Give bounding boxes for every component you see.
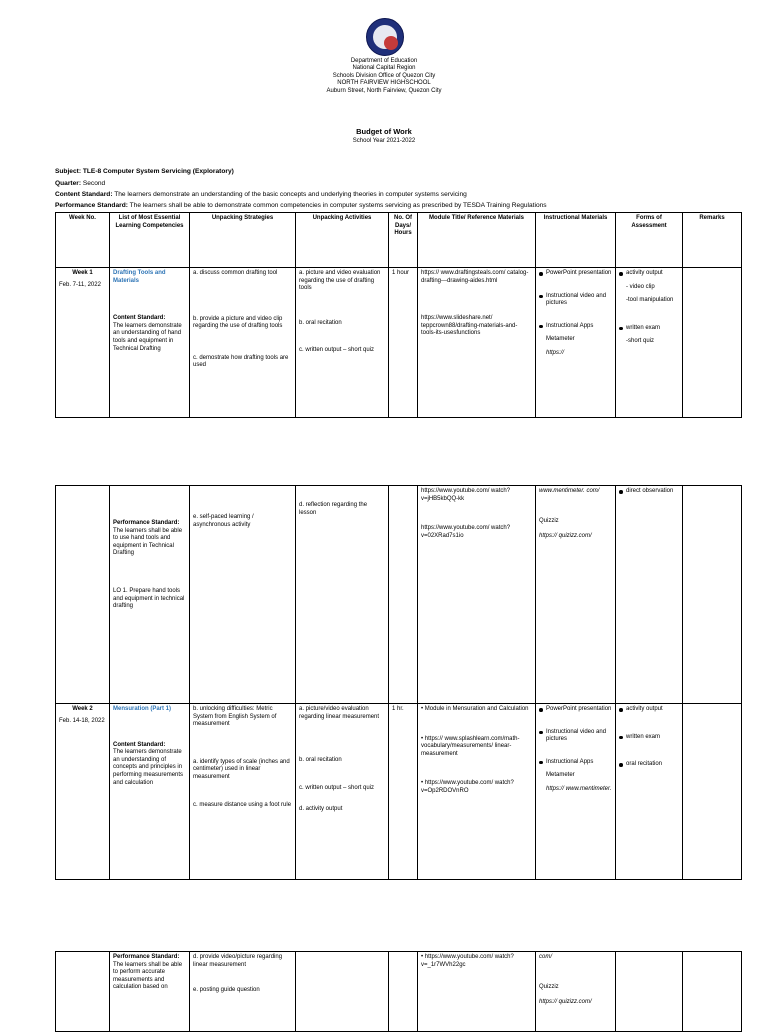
school-year: School Year 2021-2022	[352, 138, 416, 144]
competency-cell	[110, 704, 190, 880]
subject-line: Subject: TLE-8 Computer System Servicing (Exploratory)	[55, 168, 234, 175]
assessment-item: activity output	[619, 706, 679, 714]
module-cell	[418, 704, 536, 880]
week-dates: Feb. 14-18, 2022	[59, 717, 105, 724]
remarks-cell	[683, 952, 742, 1032]
activities-cell	[296, 486, 389, 704]
strategy-item: b. unlocking difficulties: Metric System from English System of measurement	[193, 706, 277, 728]
reference-link: • Module in Mensuration and Calculation	[421, 706, 529, 712]
assessment-cell	[616, 486, 683, 704]
doc-title: Budget of Work	[356, 127, 412, 136]
days-cell: 1 hr.	[389, 704, 418, 880]
strategy-item: d. provide video/picture regarding linear measurement	[193, 954, 283, 968]
activities-cell	[296, 952, 389, 1032]
quarter-line: Quarter: Second	[55, 180, 106, 187]
material-subitem: https:// quizizz.com/	[539, 999, 592, 1006]
letterhead-line: Schools Division Office of Quezon City	[332, 72, 436, 79]
assessment-cell	[616, 268, 683, 418]
material-subitem: https:// quizizz.com/	[539, 533, 592, 540]
activities-cell	[296, 268, 389, 418]
performance-standard-label: Performance Standard:	[113, 954, 180, 960]
reference-link: • https://www.youtube.com/ watch?v=_1r7WVh22gc	[421, 954, 514, 968]
performance-standard-text: The learners shall be able to use hand tools and equipment in Technical Drafting	[113, 527, 183, 557]
col-week: Week No.	[56, 213, 110, 268]
reference-link: • https://www.youtube.com/ watch?v=Op2RDOVnRO	[421, 780, 514, 794]
activity-item: d. activity output	[299, 806, 343, 813]
col-remarks: Remarks	[683, 213, 742, 268]
activity-item: b. oral recitation	[299, 757, 342, 764]
strategy-item: a. identify types of scale (inches and centimeter) used in linear measurement	[193, 758, 290, 780]
learning-objective: LO 1. Prepare hand tools and equipment in technical drafting	[113, 587, 185, 610]
budget-table-part-3	[55, 951, 742, 1032]
budget-table-part-1	[55, 212, 742, 418]
material-subitem: com/	[539, 954, 553, 960]
week-cell	[56, 704, 110, 880]
activity-item: d. reflection regarding the lesson	[299, 502, 368, 516]
col-activities: Unpacking Activities	[296, 213, 389, 268]
content-standard-text: The learners demonstrate an understanding of hand tools and equipment in Technical Drafting	[113, 322, 182, 352]
competency-cell	[110, 952, 190, 1032]
reference-link: • https:// www.splashlearn.com/math-vocabulary/measurements/ linear-measurement	[421, 735, 520, 757]
competency-cell	[110, 268, 190, 418]
reference-link: https:// www.draftingsteals.com/ catalog-drafting---drawing-aides.html	[421, 270, 529, 284]
table-row	[56, 704, 742, 880]
table-row	[56, 486, 742, 704]
reference-link: https://www.youtube.com/ watch?v=02XRad7s1io	[421, 525, 511, 539]
letterhead-line: Auburn Street, North Fairview, Quezon City	[326, 87, 442, 94]
activity-item: a. picture and video evaluation regarding the use of drafting tools	[299, 270, 381, 292]
content-standard-label: Content Standard:	[113, 315, 166, 322]
letterhead-line: NORTH FAIRVIEW HIGHSCHOOL	[337, 80, 431, 87]
strategy-item: b. provide a picture and video clip regarding the use of drafting tools	[193, 315, 283, 330]
materials-cell	[536, 704, 616, 880]
module-cell	[418, 268, 536, 418]
remarks-cell	[683, 704, 742, 880]
col-module: Module Title/ Reference Materials	[418, 213, 536, 268]
topic-title: Mensuration (Part 1)	[113, 706, 172, 712]
table-row	[56, 952, 742, 1032]
material-item: PowerPoint presentation	[539, 270, 612, 278]
assessment-item: oral recitation	[619, 761, 679, 769]
strategy-item: e. posting guide question	[193, 987, 260, 994]
material-subitem: https://	[546, 349, 565, 356]
material-subitem: Quizziz	[539, 983, 559, 990]
performance-standard-text: The learners shall be able to perform accurate measurements and calculation based on	[113, 961, 183, 991]
days-cell: 1 hour	[389, 268, 418, 418]
reference-link: https://www.youtube.com/ watch?v=jHB5kbQQ-kk	[421, 488, 511, 502]
assessment-subitem: - video clip	[626, 283, 655, 290]
material-subitem: Metameter	[546, 772, 575, 779]
module-cell	[418, 486, 536, 704]
content-standard-line: Content Standard: The learners demonstrate an understanding of the basic concepts and underlying theories in computer systems servicing	[55, 191, 467, 198]
strategies-cell	[190, 704, 296, 880]
module-cell	[418, 952, 536, 1032]
material-item: Instructional video and pictures	[539, 729, 612, 744]
table-row	[56, 268, 742, 418]
strategy-item: a. discuss common drafting tool	[193, 270, 278, 276]
materials-cell	[536, 486, 616, 704]
week-label: Week 2	[72, 706, 93, 712]
material-item: Instructional video and pictures	[539, 293, 612, 308]
col-assessment: Forms of Assessment	[616, 213, 683, 268]
activities-cell	[296, 704, 389, 880]
letterhead	[0, 58, 768, 95]
materials-cell	[536, 268, 616, 418]
assessment-subitem: -tool manipulation	[626, 297, 674, 304]
week-cell	[56, 952, 110, 1032]
assessment-item: direct observation	[619, 488, 679, 496]
letterhead-line: Department of Education	[350, 58, 418, 64]
col-materials: Instructional Materials	[536, 213, 616, 268]
strategy-item: e. self-paced learning / asynchronous activity	[193, 514, 254, 528]
material-item: Instructional Apps	[539, 323, 612, 331]
activity-item: c. written output – short quiz	[299, 347, 375, 354]
performance-standard-label: Performance Standard:	[113, 520, 180, 526]
col-days: No. Of Days/ Hours	[389, 213, 418, 268]
strategies-cell	[190, 952, 296, 1032]
strategies-cell	[190, 486, 296, 704]
budget-table-part-2	[55, 485, 742, 880]
strategies-cell	[190, 268, 296, 418]
activity-item: c. written output – short quiz	[299, 784, 375, 791]
material-item: Instructional Apps	[539, 759, 612, 767]
content-standard-text: The learners demonstrate an understanding of concepts and principles in performing measurements and calculation	[113, 749, 184, 786]
material-subitem: Quizziz	[539, 517, 559, 524]
assessment-subitem: -short quiz	[626, 338, 655, 345]
activity-item: a. picture/video evaluation regarding linear measurement	[299, 706, 380, 720]
remarks-cell	[683, 268, 742, 418]
performance-standard-line: Performance Standard: The learners shall be able to demonstrate common competencies in computer systems servicing as prescribed by TESDA Training Regulations	[55, 202, 547, 209]
strategy-item: c. demostrate how drafting tools are used	[193, 354, 289, 369]
days-cell	[389, 486, 418, 704]
competency-cell	[110, 486, 190, 704]
content-standard-label: Content Standard:	[113, 741, 166, 748]
material-subitem: https:// www.mentimeter.	[546, 785, 612, 792]
material-subitem: www.mentimeter. com/	[539, 488, 600, 494]
material-subitem: Metameter	[546, 336, 575, 343]
week-cell	[56, 268, 110, 418]
assessment-cell	[616, 952, 683, 1032]
week-cell	[56, 486, 110, 704]
assessment-item: activity output	[619, 270, 679, 278]
remarks-cell	[683, 486, 742, 704]
week-dates: Feb. 7-11, 2022	[59, 281, 101, 288]
reference-link: https://www.slideshare.net/ teppcrown88/drafting-materials-and-tools-its-usesfunctions	[421, 315, 518, 337]
assessment-cell	[616, 704, 683, 880]
activity-item: b. oral recitation	[299, 319, 342, 326]
materials-cell	[536, 952, 616, 1032]
days-cell	[389, 952, 418, 1032]
strategy-item: c. measure distance using a foot rule	[193, 801, 292, 808]
deped-seal	[366, 18, 404, 56]
assessment-item: written exam	[619, 325, 679, 333]
col-competencies: List of Most Essential Learning Competencies	[110, 213, 190, 268]
assessment-item: written exam	[619, 734, 679, 742]
col-strategies: Unpacking Strategies	[190, 213, 296, 268]
week-label: Week 1	[72, 270, 93, 276]
material-item: PowerPoint presentation	[539, 706, 612, 714]
letterhead-line: National Capital Region	[352, 65, 416, 72]
topic-title: Drafting Tools and Materials	[113, 270, 166, 284]
